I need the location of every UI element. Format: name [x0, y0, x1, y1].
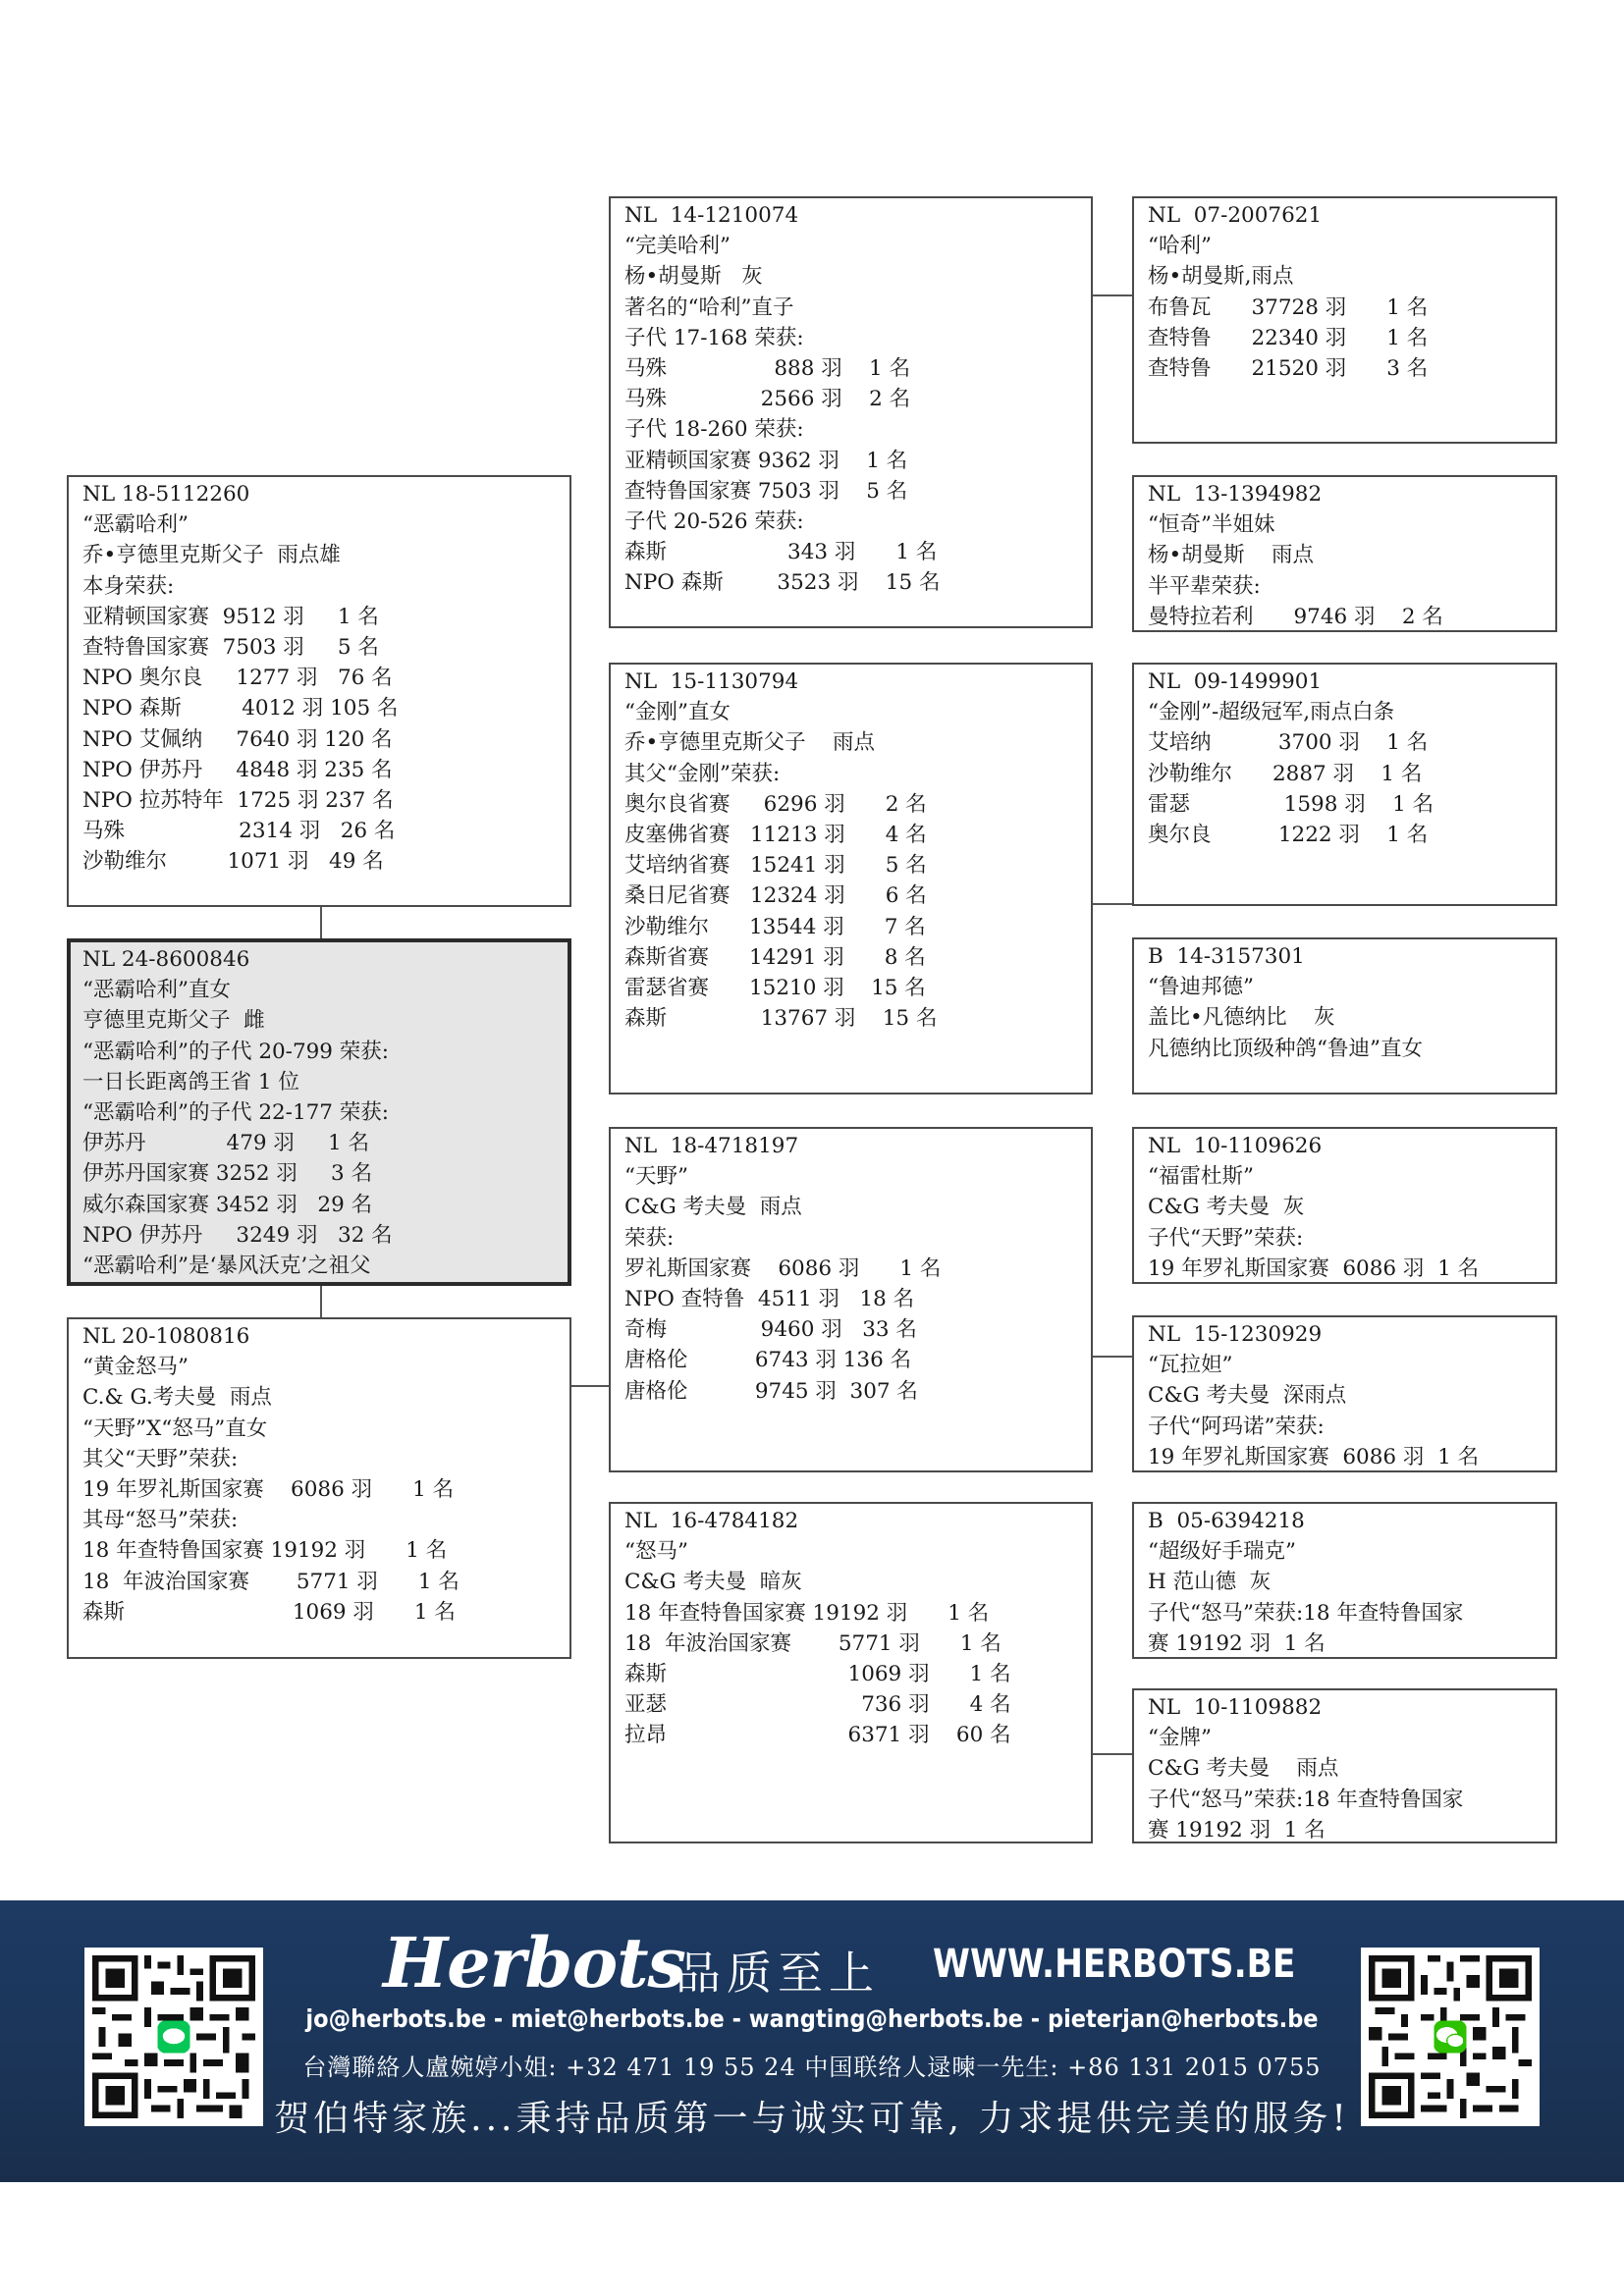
ring-number: NL 14-1210074: [624, 203, 799, 228]
pedigree-line: 艾培纳省赛 15241 羽 5 名: [624, 853, 927, 879]
pedigree-line: 子代 17-168 荣获:: [624, 325, 804, 350]
pedigree-line: 子代“怒马”荣获:18 年查特鲁国家: [1148, 1787, 1464, 1812]
ring-number: NL 18-5112260: [82, 482, 250, 507]
pedigree-line: 18 年波治国家赛 5771 羽 1 名: [82, 1569, 460, 1594]
pedigree-line: “恒奇”半姐妹: [1148, 512, 1275, 538]
pedigree-line: 18 年查特鲁国家赛 19192 羽 1 名: [624, 1600, 990, 1626]
pedigree-line: 奇梅 9460 羽 33 名: [624, 1317, 917, 1343]
pedigree-line: 伊苏丹国家赛 3252 羽 3 名: [82, 1161, 373, 1187]
pedigree-line: 桑日尼省赛 12324 羽 6 名: [624, 883, 927, 909]
pedigree-line: 19 年罗礼斯国家赛 6086 羽 1 名: [82, 1476, 455, 1502]
pedigree-line: 一日长距离鸽王省 1 位: [82, 1069, 299, 1095]
pedigree-line: 其父“金刚”荣获:: [624, 761, 781, 786]
pedigree-line: 森斯 343 羽 1 名: [624, 540, 938, 565]
pedigree-line: 18 年查特鲁国家赛 19192 羽 1 名: [82, 1538, 448, 1564]
pedigree-card-sire-dam: [609, 663, 1093, 1095]
pedigree-line: 19 年罗礼斯国家赛 6086 羽 1 名: [1148, 1255, 1480, 1281]
pedigree-line: 唐格伦 9745 羽 307 名: [624, 1378, 918, 1404]
connector-line: [320, 1286, 322, 1317]
ring-number: NL 20-1080816: [82, 1324, 250, 1349]
pedigree-card-ds-dam: [1132, 1315, 1557, 1472]
pedigree-line: 布鲁瓦 37728 羽 1 名: [1148, 294, 1429, 320]
pedigree-line: “瓦拉妲”: [1148, 1353, 1233, 1378]
pedigree-line: “超级好手瑞克”: [1148, 1539, 1296, 1565]
pedigree-line: “金牌”: [1148, 1726, 1212, 1751]
pedigree-line: “天野”X“怒马”直女: [82, 1415, 268, 1441]
pedigree-line: NPO 森斯 3523 羽 15 名: [624, 570, 941, 596]
pedigree-line: 查特鲁国家赛 7503 羽 5 名: [82, 634, 379, 660]
pedigree-line: 子代“天野”荣获:: [1148, 1225, 1304, 1251]
pedigree-line: 赛 19192 羽 1 名: [1148, 1630, 1326, 1656]
pedigree-line: 威尔森国家赛 3452 羽 29 名: [82, 1192, 373, 1217]
herbots-logo: Herbots: [383, 1922, 685, 2003]
pedigree-line: NPO 奥尔良 1277 羽 76 名: [82, 666, 393, 691]
ring-number: NL 09-1499901: [1148, 669, 1323, 694]
pedigree-line: “天野”: [624, 1164, 688, 1190]
pedigree-line: 著名的“哈利”直子: [624, 294, 794, 320]
pedigree-line: 马殊 2314 羽 26 名: [82, 819, 396, 844]
pedigree-card-dam-dam: [609, 1502, 1093, 1843]
pedigree-card-ss-dam: [1132, 475, 1557, 632]
ring-number: NL 15-1230929: [1148, 1322, 1323, 1347]
pedigree-line: C.& G.考夫曼 雨点: [82, 1385, 272, 1411]
pedigree-line: 森斯 13767 羽 15 名: [624, 1006, 938, 1032]
footer-banner: [0, 1900, 1624, 2182]
pedigree-card-dd-sire: [1132, 1502, 1557, 1659]
pedigree-line: 奥尔良 1222 羽 1 名: [1148, 822, 1429, 847]
pedigree-line: NPO 艾佩纳 7640 羽 120 名: [82, 726, 393, 752]
pedigree-line: 拉昂 6371 羽 60 名: [624, 1723, 1011, 1748]
ring-number: NL 10-1109882: [1148, 1695, 1323, 1720]
pedigree-line: “完美哈利”: [624, 234, 731, 259]
pedigree-line: 杨•胡曼斯 灰: [624, 264, 763, 290]
website-link[interactable]: WWW.HERBOTS.BE: [933, 1942, 1296, 1987]
slogan: 品质至上: [676, 1947, 880, 2000]
connector-line: [1093, 903, 1132, 905]
pedigree-line: 沙勒维尔 1071 羽 49 名: [82, 849, 384, 875]
pedigree-card-sd-sire: [1132, 663, 1557, 906]
brand-header: [373, 1922, 1296, 2003]
pedigree-line: 查特鲁国家赛 7503 羽 5 名: [624, 478, 908, 504]
pedigree-line: “恶霸哈利”的子代 22-177 荣获:: [82, 1099, 390, 1125]
pedigree-line: 唐格伦 6743 羽 136 名: [624, 1348, 912, 1373]
pedigree-card-dam: [67, 1317, 571, 1659]
pedigree-line: 查特鲁 22340 羽 1 名: [1148, 325, 1429, 350]
pedigree-line: 本身荣获:: [82, 573, 175, 599]
ring-number: NL 24-8600846: [82, 947, 250, 972]
pedigree-line: 荣获:: [624, 1225, 675, 1251]
pedigree-line: 赛 19192 羽 1 名: [1148, 1817, 1326, 1842]
pedigree-card-sd-dam: [1132, 937, 1557, 1095]
pedigree-line: C&G 考夫曼 雨点: [1148, 1756, 1339, 1782]
ring-number: B 14-3157301: [1148, 944, 1305, 969]
pedigree-card-ds-sire: [1132, 1127, 1557, 1284]
email-addresses[interactable]: jo@herbots.be - miet@herbots.be - wangting@herbots.be - pieterjan@herbots.be: [305, 2004, 1319, 2033]
pedigree-line: 奥尔良省赛 6296 羽 2 名: [624, 791, 927, 817]
pedigree-line: “恶霸哈利”直女: [82, 978, 231, 1003]
connector-line: [1093, 1356, 1132, 1358]
qr-code-icon: [1369, 1955, 1532, 2118]
pedigree-line: NPO 拉苏特年 1725 羽 237 名: [82, 787, 394, 813]
pedigree-card-sire-sire: [609, 196, 1093, 628]
pedigree-card-dam-sire: [609, 1127, 1093, 1472]
pedigree-line: NPO 查特鲁 4511 羽 18 名: [624, 1286, 915, 1311]
pedigree-line: “黄金怒马”: [82, 1355, 189, 1380]
ring-number: NL 15-1130794: [624, 669, 799, 694]
connector-line: [1093, 1753, 1132, 1755]
ring-number: B 05-6394218: [1148, 1509, 1305, 1533]
connector-line: [320, 907, 322, 938]
pedigree-line: H 范山德 灰: [1148, 1570, 1272, 1595]
pedigree-line: 雷瑟省赛 15210 羽 15 名: [624, 975, 926, 1000]
ring-number: NL 18-4718197: [624, 1134, 799, 1158]
pedigree-line: 曼特拉若利 9746 羽 2 名: [1148, 604, 1443, 629]
pedigree-line: 亚精顿国家赛 9512 羽 1 名: [82, 604, 379, 629]
pedigree-line: 艾培纳 3700 羽 1 名: [1148, 730, 1429, 756]
pedigree-line: 子代 20-526 荣获:: [624, 508, 804, 534]
pedigree-line: 18 年波治国家赛 5771 羽 1 名: [624, 1630, 1001, 1656]
pedigree-line: “鲁迪邦德”: [1148, 975, 1254, 1000]
pedigree-line: “恶霸哈利”的子代 20-799 荣获:: [82, 1039, 390, 1064]
pedigree-line: “恶霸哈利”: [82, 512, 189, 538]
pedigree-line: 半平辈荣获:: [1148, 573, 1261, 599]
ring-number: NL 07-2007621: [1148, 203, 1323, 228]
pedigree-line: 其父“天野”荣获:: [82, 1446, 239, 1471]
pedigree-line: “怒马”: [624, 1539, 688, 1565]
tagline: 贺伯特家族...秉持品质第一与诚实可靠, 力求提供完美的服务!: [274, 2099, 1350, 2139]
pedigree-line: 子代 18-260 荣获:: [624, 417, 804, 443]
pedigree-line: NPO 伊苏丹 3249 羽 32 名: [82, 1222, 393, 1248]
contact-phones: 台灣聯絡人盧婉婷小姐: +32 471 19 55 24 中国联络人逯暕一先生: +86 131 2015 0755: [302, 2054, 1322, 2081]
pedigree-line: 子代“怒马”荣获:18 年查特鲁国家: [1148, 1600, 1464, 1626]
pedigree-line: “福雷杜斯”: [1148, 1164, 1254, 1190]
pedigree-line: 雷瑟 1598 羽 1 名: [1148, 791, 1435, 817]
pedigree-line: 其母“怒马”荣获:: [82, 1508, 239, 1533]
pedigree-line: “金刚”-超级冠军,雨点白条: [1148, 700, 1395, 725]
pedigree-line: 查特鲁 21520 羽 3 名: [1148, 355, 1429, 381]
pedigree-line: 杨•胡曼斯,雨点: [1148, 264, 1294, 290]
connector-line: [1093, 294, 1132, 296]
pedigree-line: 沙勒维尔 2887 羽 1 名: [1148, 761, 1423, 786]
pedigree-line: 乔•亨德里克斯父子 雨点雄: [82, 543, 341, 568]
pedigree-line: “金刚”直女: [624, 700, 731, 725]
pedigree-line: 沙勒维尔 13544 羽 7 名: [624, 914, 926, 939]
connector-line: [569, 1385, 609, 1387]
pedigree-line: 罗礼斯国家赛 6086 羽 1 名: [624, 1255, 942, 1281]
pedigree-line: NPO 伊苏丹 4848 羽 235 名: [82, 757, 393, 782]
pedigree-line: “恶霸哈利”是‘暴风沃克’之祖父: [82, 1253, 371, 1278]
pedigree-line: 杨•胡曼斯 雨点: [1148, 543, 1315, 568]
pedigree-line: 马殊 2566 羽 2 名: [624, 387, 911, 412]
pedigree-line: 伊苏丹 479 羽 1 名: [82, 1131, 370, 1156]
pedigree-line: 森斯省赛 14291 羽 8 名: [624, 944, 926, 970]
ring-number: NL 10-1109626: [1148, 1134, 1323, 1158]
pedigree-line: 19 年罗礼斯国家赛 6086 羽 1 名: [1148, 1444, 1480, 1469]
pedigree-card-ss-sire: [1132, 196, 1557, 444]
pedigree-line: “哈利”: [1148, 234, 1212, 259]
ring-number: NL 16-4784182: [624, 1509, 799, 1533]
pedigree-line: NPO 森斯 4012 羽 105 名: [82, 696, 399, 721]
ring-number: NL 13-1394982: [1148, 482, 1323, 507]
pedigree-line: 森斯 1069 羽 1 名: [624, 1661, 1011, 1686]
pedigree-card-sire: [67, 475, 571, 907]
pedigree-line: 凡德纳比顶级种鸽“鲁迪”直女: [1148, 1036, 1423, 1061]
pedigree-card-dd-dam: [1132, 1688, 1557, 1843]
pedigree-line: 盖比•凡德纳比 灰: [1148, 1005, 1335, 1031]
pedigree-line: 马殊 888 羽 1 名: [624, 355, 911, 381]
pedigree-card-subject: [67, 938, 571, 1286]
pedigree-line: 亚精顿国家赛 9362 羽 1 名: [624, 448, 908, 473]
pedigree-line: C&G 考夫曼 雨点: [624, 1195, 802, 1220]
pedigree-line: C&G 考夫曼 暗灰: [624, 1570, 802, 1595]
qr-code-wechat[interactable]: [1361, 1948, 1540, 2126]
pedigree-line: 森斯 1069 羽 1 名: [82, 1599, 456, 1625]
pedigree-line: C&G 考夫曼 灰: [1148, 1195, 1305, 1220]
pedigree-line: 亨德里克斯父子 雌: [82, 1008, 265, 1034]
pedigree-line: C&G 考夫曼 深雨点: [1148, 1383, 1347, 1409]
pedigree-line: 子代“阿玛诺”荣获:: [1148, 1414, 1325, 1439]
pedigree-line: 皮塞佛省赛 11213 羽 4 名: [624, 822, 927, 847]
pedigree-line: 亚瑟 736 羽 4 名: [624, 1692, 1011, 1718]
pedigree-line: 乔•亨德里克斯父子 雨点: [624, 730, 876, 756]
